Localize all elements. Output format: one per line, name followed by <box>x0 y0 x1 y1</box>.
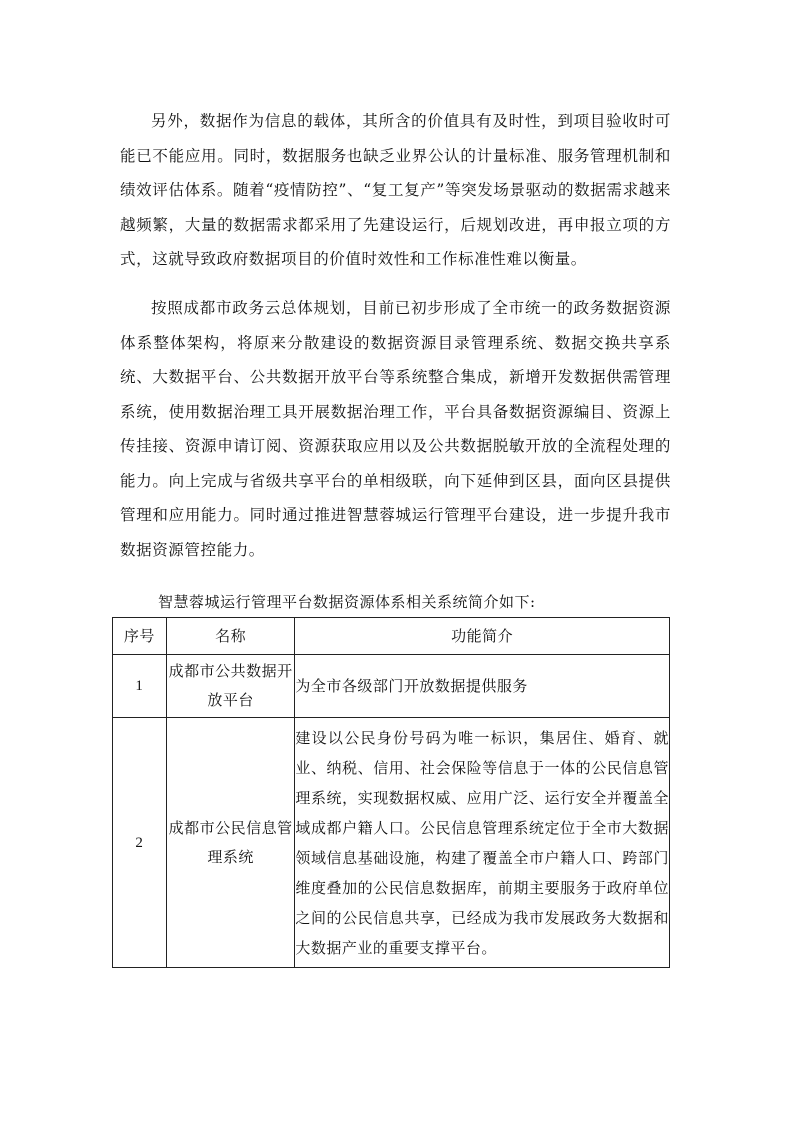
column-header-description: 功能简介 <box>295 618 670 655</box>
systems-table <box>112 617 670 968</box>
body-paragraph: 按照成都市政务云总体规划，目前已初步形成了全市统一的政务数据资源体系整体架构，将原来分散建设的数据资源目录管理系统、数据交换共享系统、大数据平台、公共数据开放平台等系统整合集成，新增开发数据供需管理系统，使用数据治理工具开展数据治理工作，平台具备数据资源编目、资源上传挂接、资源申请订阅、资源获取应用以及公共数据脱敏开放的全流程处理的能力。向上完成与省级共享平台的单相级联，向下延伸到区县，面向区县提供管理和应用能力。同时通过推进智慧蓉城运行管理平台建设，进一步提升我市数据资源管控能力。 <box>120 299 671 559</box>
body-paragraph: 另外，数据作为信息的载体，其所含的价值具有及时性，到项目验收时可能已不能应用。同时，数据服务也缺乏业界公认的计量标准、服务管理机制和绩效评估体系。随着“疫情防控”、“复工复产”等突发场景驱动的数据需求越来越频繁，大量的数据需求都采用了先建设运行，后规划改进，再申报立项的方式，这就导致政府数据项目的价值时效性和工作标准性难以衡量。 <box>120 112 671 268</box>
system-description-cell: 为全市各级部门开放数据提供服务 <box>295 655 670 718</box>
table-header-row <box>113 618 670 655</box>
system-name-cell: 成都市公民信息管理系统 <box>166 718 295 968</box>
table-row <box>113 718 670 968</box>
table-caption: 智慧蓉城运行管理平台数据资源体系相关系统简介如下: <box>158 593 536 611</box>
table-row <box>113 655 670 718</box>
column-header-number: 序号 <box>113 618 167 655</box>
system-description-cell: 建设以公民身份号码为唯一标识，集居住、婚育、就业、纳税、信用、社会保险等信息于一体的公民信息管理系统，实现数据权威、应用广泛、运行安全并覆盖全域成都户籍人口。公民信息管理系统定位于全市大数据领域信息基础设施，构建了覆盖全市户籍人口、跨部门维度叠加的公民信息数据库，前期主要服务于政府单位之间的公民信息共享，已经成为我市发展政务大数据和大数据产业的重要支撑平台。 <box>295 718 670 968</box>
system-name-cell: 成都市公共数据开放平台 <box>166 655 295 718</box>
column-header-name: 名称 <box>166 618 295 655</box>
row-number-cell: 1 <box>113 655 167 718</box>
row-number-cell: 2 <box>113 718 167 968</box>
